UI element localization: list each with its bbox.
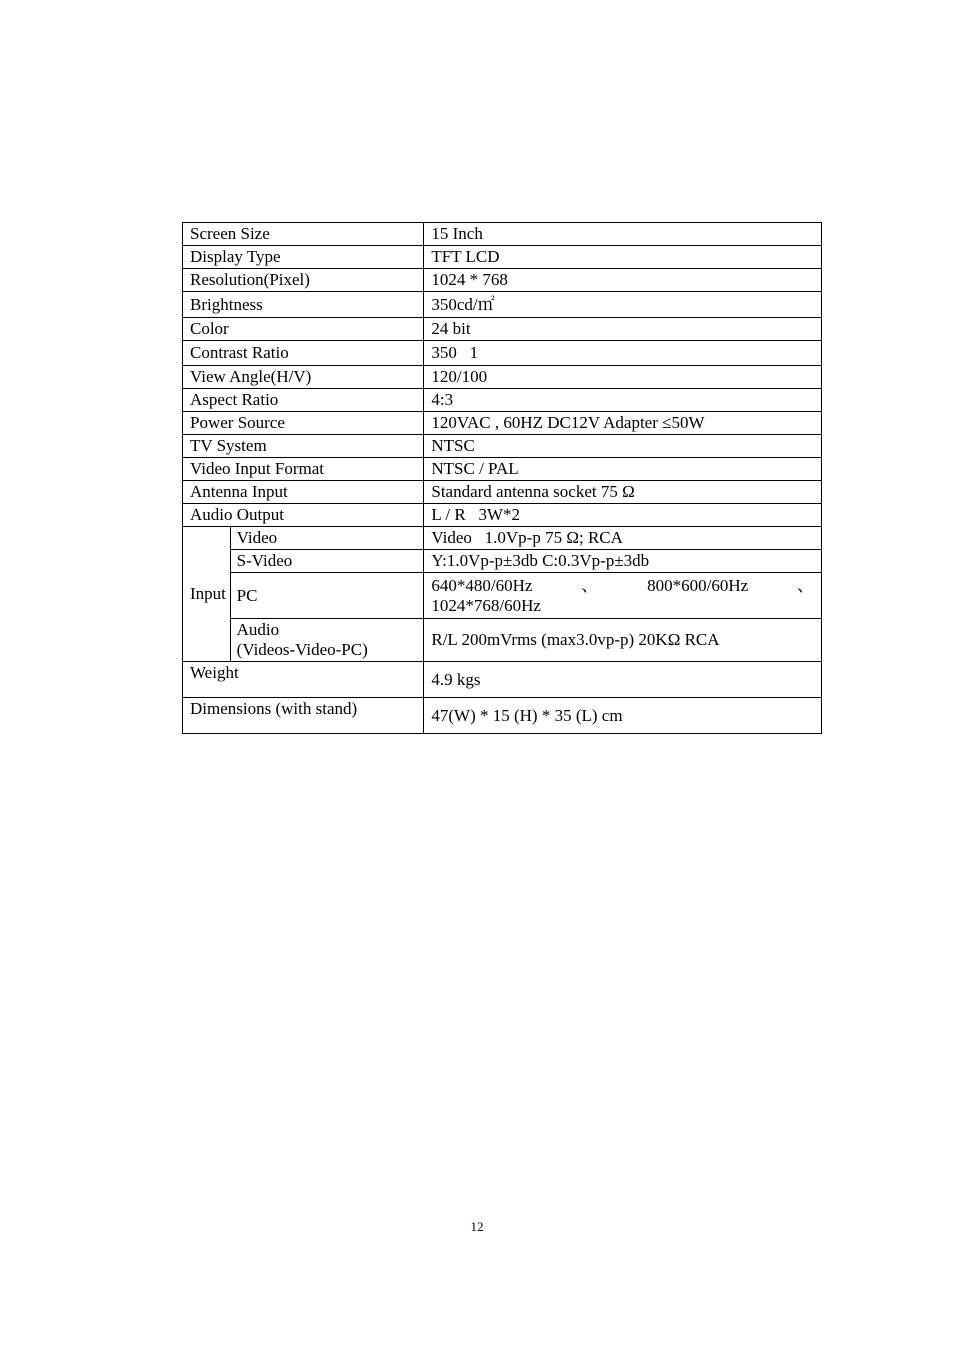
spec-label: Audio Output [183,504,424,527]
spec-label: Resolution(Pixel) [183,269,424,292]
pc-resolution: 640*480/60Hz [431,575,533,595]
input-svideo-label: S-Video [230,550,424,573]
spec-value: 120/100 [424,366,822,389]
spec-label: Aspect Ratio [183,389,424,412]
spec-label: Color [183,318,424,341]
spec-value: 350 1 [424,341,822,366]
pc-resolutions-line [431,576,814,596]
table-row-input-pc [183,573,822,619]
separator: 、 [581,575,599,595]
spec-value: 4:3 [424,389,822,412]
input-audio-label-line: (Videos-Video-PC) [236,640,368,659]
dimensions-label: Dimensions (with stand) [183,698,424,734]
page-number: 12 [470,1219,484,1234]
dimensions-value: 47(W) * 15 (H) * 35 (L) cm [424,698,822,734]
table-row [183,223,822,246]
spec-value: 24 bit [424,318,822,341]
input-audio-value: R/L 200mVrms (max3.0vp-p) 20KΩ RCA [424,619,822,662]
spec-value: 350cd/㎡ [424,292,822,318]
table-row [183,341,822,366]
input-svideo-value: Y:1.0Vp-p±3db C:0.3Vp-p±3db [424,550,822,573]
table-row [183,366,822,389]
pc-resolution: 1024*768/60Hz [431,595,541,615]
table-row-weight [183,662,822,698]
table-row-input-svideo [183,550,822,573]
weight-label: Weight [183,662,424,698]
spec-label: View Angle(H/V) [183,366,424,389]
input-video-label: Video [230,527,424,550]
table-row [183,412,822,435]
weight-value: 4.9 kgs [424,662,822,698]
table-row-input-audio [183,619,822,662]
input-audio-label-line: Audio [236,620,280,639]
spec-value: L / R 3W*2 [424,504,822,527]
input-video-value: Video 1.0Vp-p 75 Ω; RCA [424,527,822,550]
spec-label: Video Input Format [183,458,424,481]
spec-value: Standard antenna socket 75 Ω [424,481,822,504]
pc-resolution: 800*600/60Hz [647,575,749,595]
separator: 、 [797,575,814,595]
spec-label: TV System [183,435,424,458]
spec-value: 15 Inch [424,223,822,246]
table-row [183,389,822,412]
spec-value: NTSC / PAL [424,458,822,481]
table-row [183,504,822,527]
spec-label: Antenna Input [183,481,424,504]
input-audio-label [230,619,424,662]
spec-value: TFT LCD [424,246,822,269]
spec-label: Power Source [183,412,424,435]
table-row [183,318,822,341]
spec-label: Display Type [183,246,424,269]
spec-label: Brightness [183,292,424,318]
specifications-table [182,222,822,734]
table-row-dimensions [183,698,822,734]
spec-label: Contrast Ratio [183,341,424,366]
table-row [183,246,822,269]
spec-label: Screen Size [183,223,424,246]
table-row [183,269,822,292]
table-row-input-video [183,527,822,550]
table-row [183,435,822,458]
spec-value: 1024 * 768 [424,269,822,292]
input-pc-value [424,573,822,619]
table-row [183,292,822,318]
input-pc-label: PC [230,573,424,619]
table-row [183,481,822,504]
table-row [183,458,822,481]
input-group-label: Input [183,527,231,662]
spec-value: 120VAC , 60HZ DC12V Adapter ≤50W [424,412,822,435]
spec-value: NTSC [424,435,822,458]
